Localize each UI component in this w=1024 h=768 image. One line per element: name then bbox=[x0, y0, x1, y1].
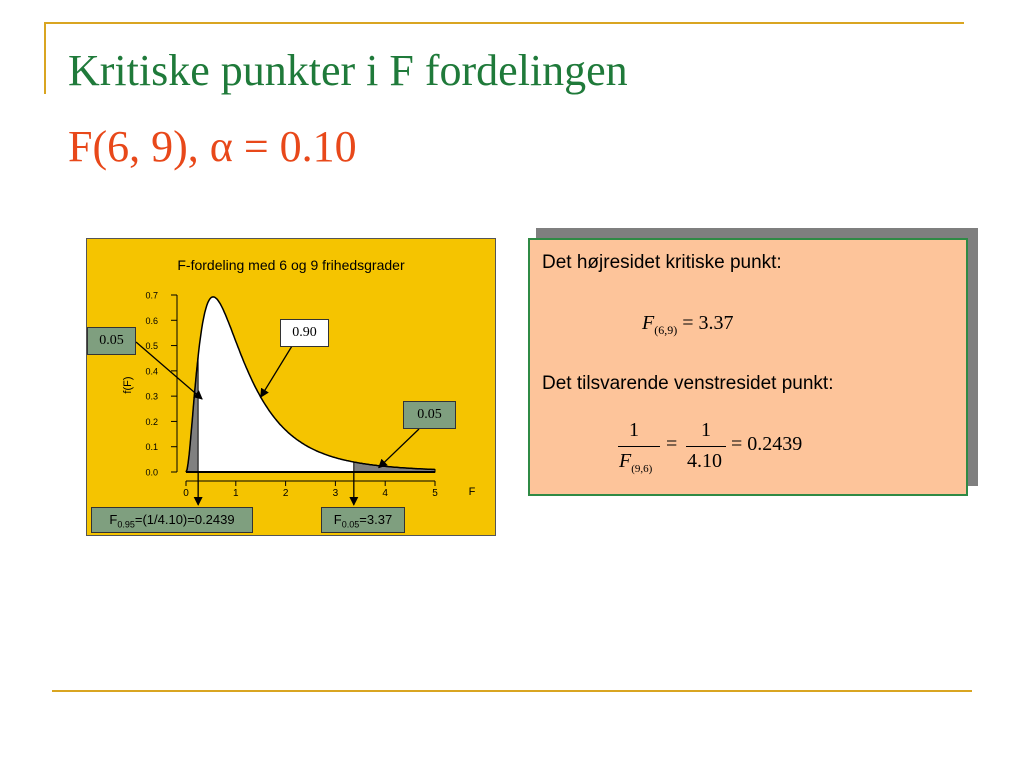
upper-critical-label bbox=[321, 507, 405, 533]
callout-middle-area-text: 0.90 bbox=[292, 325, 317, 340]
lower-critical-label bbox=[91, 507, 253, 533]
right-critical-formula bbox=[642, 312, 734, 338]
fraction1-denominator bbox=[619, 450, 652, 475]
x-tick-label-0: 0 bbox=[183, 488, 189, 499]
arrow-right-area bbox=[379, 429, 419, 468]
info-box bbox=[528, 238, 968, 496]
fraction1-bar bbox=[618, 446, 660, 447]
y-tick-label-7: 0.7 bbox=[145, 290, 158, 301]
alpha-symbol: α bbox=[209, 122, 233, 171]
y-tick-label-0: 0.0 bbox=[145, 467, 158, 478]
lower-critical-rest: =(1/4.10)=0.2439 bbox=[134, 512, 235, 527]
equals-result: = 0.2439 bbox=[731, 433, 803, 455]
upper-critical-sub: 0.05 bbox=[341, 519, 360, 530]
fraction1-df: (9,6) bbox=[631, 463, 653, 475]
upper-critical-rest: =3.37 bbox=[359, 512, 393, 527]
middle-area bbox=[198, 297, 354, 472]
y-tick-label-4: 0.4 bbox=[145, 366, 158, 377]
x-axis-label: F bbox=[468, 486, 476, 498]
callout-right-area-text: 0.05 bbox=[417, 407, 442, 422]
equals-1: = bbox=[666, 433, 678, 455]
y-axis-label: f(F) bbox=[122, 376, 134, 394]
subtitle-suffix: = 0.10 bbox=[232, 122, 357, 171]
fraction2-denominator: 4.10 bbox=[687, 450, 722, 472]
y-tick-label-2: 0.2 bbox=[145, 416, 158, 427]
left-critical-heading: Det tilsvarende venstresidet punkt: bbox=[542, 373, 834, 394]
chart-panel bbox=[86, 238, 496, 536]
y-tick-label-1: 0.1 bbox=[145, 442, 158, 453]
y-tick-label-3: 0.3 bbox=[145, 391, 158, 402]
slide-subtitle bbox=[68, 120, 357, 174]
y-tick-label-5: 0.5 bbox=[145, 341, 158, 352]
chart-title: F-fordeling med 6 og 9 frihedsgrader bbox=[177, 257, 405, 273]
callout-left-area-text: 0.05 bbox=[99, 333, 124, 348]
callout-middle-area bbox=[280, 319, 329, 347]
decor-vertical-line bbox=[44, 22, 46, 94]
upper-critical-f: F bbox=[333, 512, 342, 527]
right-critical-heading: Det højresidet kritiske punkt: bbox=[542, 252, 782, 273]
formula-df: (6,9) bbox=[654, 323, 678, 337]
arrow-middle-area bbox=[261, 346, 292, 397]
decor-bottom-line bbox=[52, 690, 972, 692]
fraction2-bar bbox=[686, 446, 726, 447]
formula-f: F bbox=[642, 312, 655, 334]
f-distribution-chart bbox=[87, 239, 495, 535]
lower-critical-sub: 0.95 bbox=[117, 519, 135, 530]
x-tick-label-3: 3 bbox=[332, 488, 339, 499]
subtitle-prefix: F(6, 9), bbox=[68, 122, 210, 171]
callout-right-area bbox=[403, 401, 456, 429]
y-tick-label-6: 0.6 bbox=[145, 315, 158, 326]
x-tick-label-1: 1 bbox=[233, 488, 239, 499]
fraction1-f: F bbox=[619, 450, 632, 472]
callout-left-area bbox=[87, 327, 136, 355]
slide-title: Kritiske punkter i F fordelingen bbox=[68, 46, 628, 95]
formula-value: = 3.37 bbox=[677, 312, 734, 334]
lower-critical-f: F bbox=[109, 512, 118, 527]
fraction1-numerator: 1 bbox=[629, 419, 639, 441]
x-tick-label-5: 5 bbox=[432, 488, 438, 499]
x-tick-label-4: 4 bbox=[382, 488, 388, 499]
decor-top-line bbox=[44, 22, 964, 24]
x-tick-label-2: 2 bbox=[282, 488, 289, 499]
fraction2-numerator: 1 bbox=[701, 419, 711, 441]
